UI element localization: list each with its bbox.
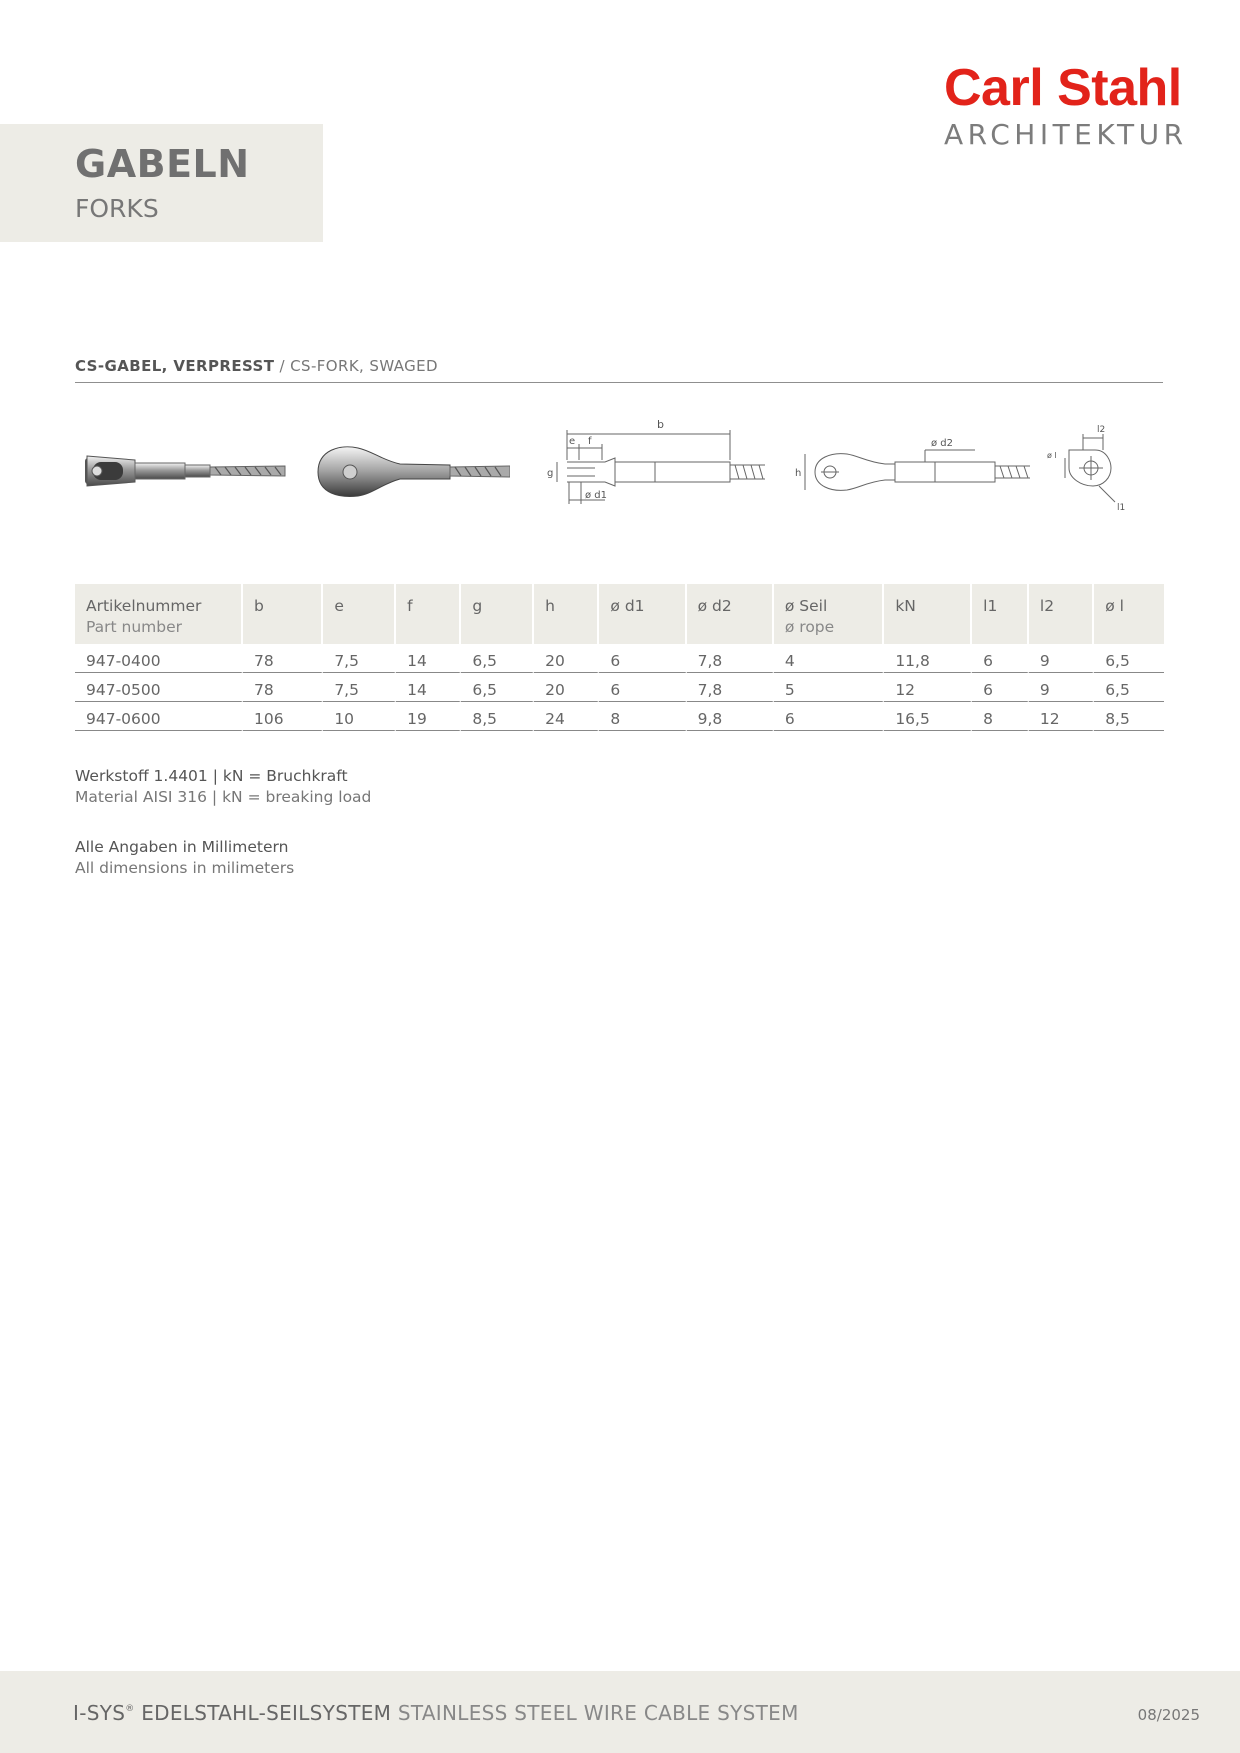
material-note-en: Material AISI 316 | kN = breaking load (75, 788, 372, 806)
table-row (75, 702, 1164, 731)
material-note-de: Werkstoff 1.4401 | kN = Bruchkraft (75, 767, 348, 785)
col-header-rope-en: ø rope (784, 618, 835, 636)
dim-label-b: b (657, 418, 664, 431)
table-cell: 20 (534, 644, 599, 673)
dim-label-d2: ø d2 (931, 438, 954, 449)
table-cell: 8,5 (461, 702, 534, 731)
footer-title (73, 1701, 799, 1725)
table-cell: 20 (534, 673, 599, 702)
table-cell: 8 (599, 702, 686, 731)
dim-label-h: h (795, 468, 802, 479)
table-cell: 9,8 (687, 702, 774, 731)
section-heading (75, 357, 1163, 383)
fork-top-photo (310, 410, 510, 530)
table-header-row (75, 584, 1164, 644)
table-cell: 6,5 (461, 673, 534, 702)
material-note (75, 766, 371, 808)
table-cell: 7,8 (687, 644, 774, 673)
table-cell: 14 (396, 673, 461, 702)
page-subtitle: FORKS (75, 194, 159, 223)
dim-label-l: ø l (1047, 451, 1057, 460)
col-header: l1 (972, 584, 1029, 644)
page-title: GABELN (75, 142, 250, 186)
table-cell: 12 (884, 673, 972, 702)
dimensions-note (75, 837, 294, 879)
col-header: ø d1 (599, 584, 686, 644)
col-header: ø l (1094, 584, 1164, 644)
section-heading-en: CS-FORK, SWAGED (290, 357, 438, 375)
footer-registered-mark: ® (125, 1704, 135, 1714)
title-block (0, 124, 323, 242)
dim-label-e: e (569, 436, 576, 447)
table-cell: 6 (599, 673, 686, 702)
table-cell: 19 (396, 702, 461, 731)
col-header: e (323, 584, 396, 644)
table-row (75, 673, 1164, 702)
dim-label-l2: l2 (1097, 425, 1106, 435)
fork-end-drawing (1045, 410, 1163, 530)
col-header-part-de: Artikelnummer (86, 597, 202, 615)
logo-brand-text: Carl Stahl (944, 59, 1182, 117)
table-cell: 16,5 (884, 702, 972, 731)
dimensions-note-en: All dimensions in milimeters (75, 859, 295, 877)
section-heading-separator: / (274, 357, 291, 375)
footer-title-de: EDELSTAHL-SEILSYSTEM (134, 1701, 392, 1725)
fork-side-drawing (545, 410, 785, 530)
table-cell: 6,5 (461, 644, 534, 673)
col-header-part-en: Part number (86, 618, 183, 636)
page-footer (0, 1671, 1240, 1753)
footer-title-en: STAINLESS STEEL WIRE CABLE SYSTEM (391, 1701, 799, 1725)
table-row (75, 644, 1164, 673)
col-header: g (461, 584, 534, 644)
table-cell: 6 (599, 644, 686, 673)
table-cell: 7,5 (323, 673, 396, 702)
table-cell: 6 (972, 673, 1029, 702)
dim-label-l1: l1 (1117, 503, 1126, 513)
table-cell: 106 (243, 702, 323, 731)
table-cell: 7,8 (687, 673, 774, 702)
table-cell: 5 (774, 673, 884, 702)
table-cell: 7,5 (323, 644, 396, 673)
table-cell: 6 (972, 644, 1029, 673)
table-cell: 78 (243, 644, 323, 673)
col-header-rope (774, 584, 884, 644)
logo-sub-text: ARCHITEKTUR (944, 118, 1188, 151)
specs-table (75, 584, 1164, 731)
dim-label-d1: ø d1 (585, 490, 608, 501)
table-cell: 6,5 (1094, 673, 1164, 702)
dimensions-note-de: Alle Angaben in Millimetern (75, 838, 289, 856)
table-cell: 4 (774, 644, 884, 673)
table-cell: 947-0500 (75, 673, 243, 702)
table-cell: 947-0600 (75, 702, 243, 731)
table-cell: 6,5 (1094, 644, 1164, 673)
table-cell: 8,5 (1094, 702, 1164, 731)
table-cell: 10 (323, 702, 396, 731)
table-cell: 9 (1029, 644, 1094, 673)
col-header: kN (884, 584, 972, 644)
table-cell: 12 (1029, 702, 1094, 731)
col-header: f (396, 584, 461, 644)
col-header: ø d2 (687, 584, 774, 644)
table-cell: 6 (774, 702, 884, 731)
dim-label-f: f (588, 436, 592, 447)
table-cell: 947-0400 (75, 644, 243, 673)
col-header: h (534, 584, 599, 644)
brand-logo (944, 59, 1188, 151)
table-cell: 8 (972, 702, 1029, 731)
table-cell: 14 (396, 644, 461, 673)
dim-label-g: g (547, 468, 554, 479)
col-header-rope-de: ø Seil (784, 597, 828, 615)
section-heading-de: CS-GABEL, VERPRESST (75, 357, 275, 375)
table-cell: 78 (243, 673, 323, 702)
product-images (75, 410, 1163, 530)
col-header: b (243, 584, 323, 644)
table-cell: 9 (1029, 673, 1094, 702)
col-header: l2 (1029, 584, 1094, 644)
table-cell: 24 (534, 702, 599, 731)
table-cell: 11,8 (884, 644, 972, 673)
col-header-part-number (75, 584, 243, 644)
fork-top-drawing (795, 410, 1045, 530)
footer-date: 08/2025 (1137, 1706, 1200, 1724)
footer-brand: I-SYS (73, 1701, 126, 1725)
fork-side-photo (75, 410, 290, 530)
